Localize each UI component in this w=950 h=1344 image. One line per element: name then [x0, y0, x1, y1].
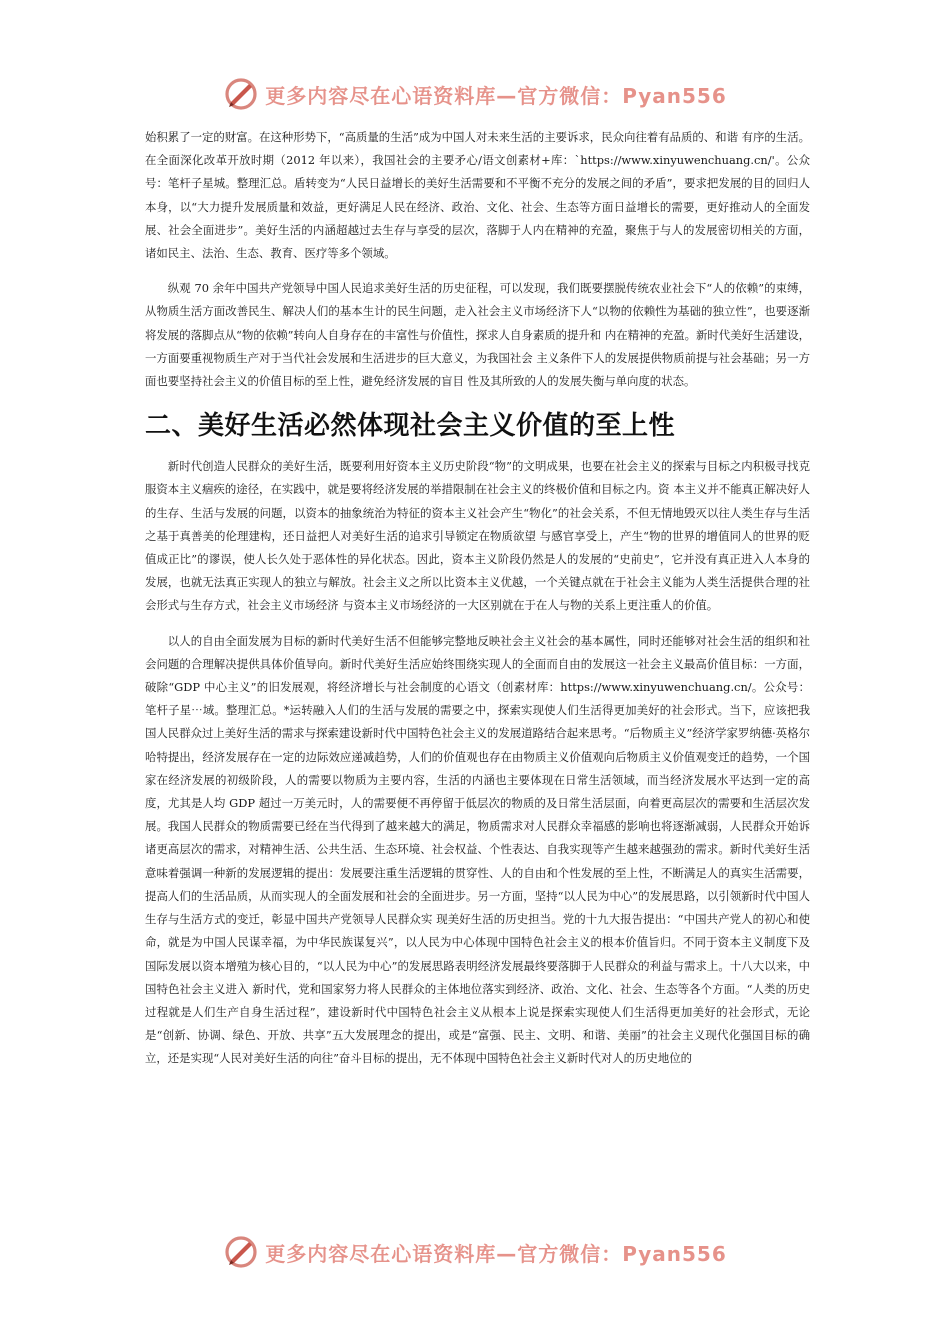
paragraph-3: 新时代创造人民群众的美好生活，既要利用好资本主义历史阶段“物”的文明成果，也要在社会主义的探索与目标之内积极寻找克服资本主义痼疾的途径，在实践中，就是要将经济发展的举措限制在社会主义的终极价值和目标之内。资 本主义并不能真正解决好人的生存、生活与发展的问题，以资本的抽象统治为特征的资本主义社会产生“物化”的社会关系，不但无情地毁灭以往人类生存与生活之基于真善美的伦理建构，还日益把人对美好生活的追求引导锁定在物质欲望 与感官享受上，产生“物的世界的增值同人的世界的贬值成正比”的谬误，使人长久处于恶体性的异化状态。因此，资本主义阶段仍然是人的发展的“史前史”，它并没有真正进入人本身的发展，也就无法真正实现人的独立与解放。社会主义之所以比资本主义优越，一个关键点就在于社会主义能为人类生活提供合理的社会形式与生存方式，社会主义市场经济 与资本主义市场经济的一大区别就在于在人与物的关系上更注重人的价值。	[145, 459, 810, 613]
paragraph-4: 以人的自由全面发展为目标的新时代美好生活不但能够完整地反映社会主义社会的基本属性，同时还能够对社会生活的组织和社会问题的合理解决提供具体价值导向。新时代美好生活应始终围绕实现人的全面而自由的发展这一社会主义最高价值目标：一方面，破除“GDP 中心主义”的旧发展观，将经济增长与社会制度的心语文（创素材库：https://www.xinyuwenchuang.cn/。公众号：笔杆子星⋯域。整理汇总。*运转融入人们的生活与发展的需要之中，探索实现使人们生活得更加美好的社会形式。当下，应该把我国人民群众过上美好生活的需求与探索建设新时代中国特色社会主义的发展道路结合起来思考。“后物质主义”经济学家罗纳德·英格尔哈特提出，经济发展存在一定的边际效应递减趋势，人们的价值观也存在由物质主义价值观向后物质主义价值观变迁的趋势，一个国家在经济发展的初级阶段，人的需要以物质为主要内容，生活的内涵也主要体现在日常生活领域，而当经济发展水平达到一定的高度，尤其是人均 GDP 超过一万美元时，人的需要便不再停留于低层次的物质的及日常生活层面，向着更高层次的需要和生活层次发展。我国人民群众的物质需要已经在当代得到了越来越大的满足，物质需求对人民群众幸福感的影响也将逐渐减弱，人民群众开始诉诸更高层次的需求，对精神生活、公共生活、生态环境、社会权益、个性表达、自我实现等产生越来越强劲的需求。新时代美好生活意味着强调一种新的发展逻辑的提出：发展要注重生活逻辑的贯穿性、人的自由和个性发展的至上性，不断满足人的真实生活需要，提高人们的生活品质，从而实现人的全面发展和社会的全面进步。另一方面，坚持“以人民为中心”的发展思路，以引领新时代中国人生存与生活方式的变迁，彰显中国共产党领导人民群众实 现美好生活的历史担当。党的十九大报告提出：“中国共产党人的初心和使命，就是为中国人民谋幸福，为中华民族谋复兴”，以人民为中心体现中国特色社会主义的根本价值旨归。不同于资本主义制度下及国际发展以资本增殖为核心目的，“以人民为中心”的发展思路表明经济发展最终要落脚于人民群众的利益与需求上。十八大以来，中国特色社会主义进入 新时代，党和国家努力将人民群众的主体地位落实到经济、政治、文化、社会、生态等各个方面。“人类的历史过程就是人们生产自身生活过程”，建设新时代中国特色社会主义从根本上说是探索实现使人们生活得更加美好的社会形式，无论是“创新、协调、绿色、开放、共享”五大发展理念的提出，或是“富强、民主、文明、和谐、美丽”的社会主义现代化强国目标的确立，还是实现“人民对美好生活的向往”奋斗目标的提出，无不体现中国特色社会主义新时代对人的历史地位的	[145, 633, 810, 1066]
paragraph-2: 纵观 70 余年中国共产党领导中国人民追求美好生活的历史征程，可以发现，我们既要摆脱传统农业社会下“人的依赖”的束缚，从物质生活方面改善民生、解决人们的基本生计的民生问题，走入社会主义市场经济下人“以物的依赖性为基础的独立性”，也要逐渐将发展的落脚点从“物的依赖”转向人自身存在的丰富性与价值性，探求人自身素质的提升和 内在精神的充盈。新时代美好生活建设，一方面要重视物质生产对于当代社会发展和生活进步的巨大意义，为我国社会 主义条件下人的发展提供物质前提与社会基础；另一方面也要坚持社会主义的价值目标的至上性，避免经济发展的盲目 性及其所致的人的发展失衡与单向度的状态。	[145, 281, 810, 389]
footer-watermark-text: 更多内容尽在心语资料库—官方微信：Pyan556	[265, 1241, 727, 1266]
header-watermark-text: 更多内容尽在心语资料库—官方微信：Pyan556	[265, 83, 727, 108]
section-heading: 二、美好生活必然体现社会主义价值的至上性	[145, 411, 676, 442]
pen-circle-logo	[223, 1234, 259, 1270]
paragraph-1: 始积累了一定的财富。在这种形势下，“高质量的生活”成为中国人对未来生活的主要诉求，民众向往着有品质的、和谐 有序的生活。在全面深化改革开放时期（2012 年以来），我国社会的主要矛心/语文创素材+库：`https://www.xinyuwenchuang.cn/'。公众号：笔杆子星城。整理汇总。盾转变为“人民日益增长的美好生活需要和不平衡不充分的发展之间的矛盾”，要求把发展的目的回归人本身，以“大力提升发展质量和效益，更好满足人民在经济、政治、文化、社会、生态等方面日益增长的需要，更好推动人的全面发展、社会全面进步”。美好生活的内涵超越过去生存与享受的层次，落脚于人内在精神的充盈，聚焦于与人的发展密切相关的方面，诸如民主、法治、生态、教育、医疗等多个领域。	[145, 130, 810, 261]
document-body	[145, 126, 810, 1071]
pen-circle-logo	[223, 76, 259, 112]
header-watermark-banner	[0, 72, 950, 116]
footer-watermark-banner	[0, 1230, 950, 1274]
